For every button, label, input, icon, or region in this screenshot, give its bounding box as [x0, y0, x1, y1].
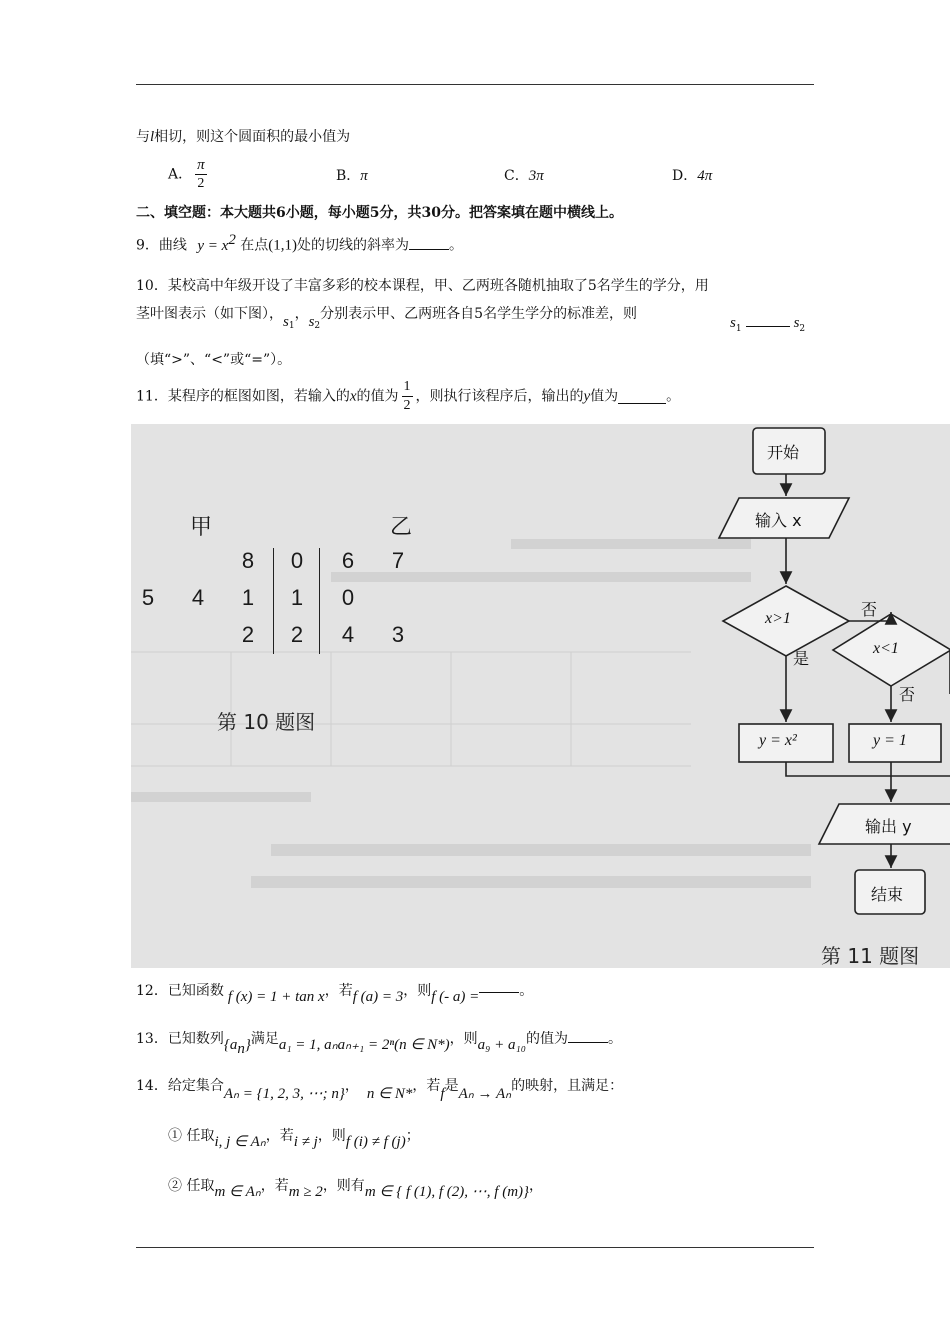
answer-blank [479, 978, 519, 993]
bottom-rule [136, 1247, 814, 1248]
stem-leaf-caption: 第 10 题图 [217, 710, 316, 734]
right-class-header: 乙 [389, 514, 412, 539]
question-10-line2: 茎叶图表示（如下图），$s_1$，$s_2$分别表示甲、乙两班各自5名学生学分的标准差，则 [136, 306, 638, 331]
question-10-line1: 10．某校高中年级开设了丰富多彩的校本课程，甲、乙两班各随机抽取了5名学生的学分，用 [136, 278, 709, 294]
answer-blank [746, 312, 790, 327]
question-10-line3: （填“>”、“<”或“=”）。 [136, 352, 292, 368]
flowchart-caption: 第 11 题图 [821, 944, 920, 968]
stem-cell: 1 [290, 585, 304, 610]
assign-1-label: y = x² [759, 732, 797, 749]
condition-1-label: x>1 [765, 610, 791, 627]
left-class-header: 甲 [189, 514, 212, 539]
figure-panel [131, 424, 950, 968]
leaf-cell: 6 [341, 548, 355, 573]
option-c: C．3π [504, 168, 544, 184]
question-9: 9．曲线 $y = x^2$ 在点(1,1)处的切线的斜率为 。 [136, 232, 464, 254]
yes-label: 是 [793, 649, 810, 668]
stem-cell: 0 [290, 548, 304, 573]
leaf-cell: 1 [241, 585, 255, 610]
answer-blank [618, 389, 666, 404]
leaf-cell: 3 [391, 622, 405, 647]
question-10-compare: $s_1$ $s_2$ [730, 312, 805, 339]
option-a: A． $\frac{\pi}{2}$ [168, 157, 205, 191]
option-b: B．π [336, 168, 368, 184]
start-label: 开始 [767, 443, 800, 462]
section-heading: 二、填空题：本大题共6小题，每小题5分，共30分。把答案填在题中横线上。 [136, 205, 623, 221]
question-14: 14．给定集合Aₙ = {1, 2, 3, ⋯; n}， n ∈ N*，若f是Aₙ → Aₙ的映射，且满足： [136, 1078, 624, 1102]
condition-2-label: x<1 [873, 640, 899, 657]
option-d: D．4π [672, 168, 713, 184]
question-14-condition-2: ② 任取m ∈ Aₙ，若m ≥ 2，则有m ∈ { f (1), f (2), ⋯, f (m)}， [168, 1178, 544, 1200]
question-8-tail: 与l相切，则这个圆面积的最小值为 [136, 129, 351, 145]
leaf-cell: 8 [241, 548, 255, 573]
leaf-cell: 4 [191, 585, 205, 610]
answer-blank [409, 235, 449, 250]
answer-blank [568, 1028, 608, 1043]
assign-2-label: y = 1 [873, 732, 907, 749]
leaf-cell: 4 [341, 622, 355, 647]
question-13: 13．已知数列$\{a_n\}$满足a₁ = 1, aₙaₙ₊₁ = 2ⁿ(n ∈ N*)，则a₉ + a₁₀的值为 。 [136, 1028, 622, 1053]
no-label-2: 否 [899, 685, 916, 704]
input-label: 输入 x [755, 511, 802, 530]
question-12: 12．已知函数 f (x) = 1 + tan x，若f (a) = 3，则f (- a) = 。 [136, 980, 533, 1001]
leaf-cell: 7 [391, 548, 405, 573]
question-14-condition-1: ① 任取i, j ∈ Aₙ，若i ≠ j，则f (i) ≠ f (j)； [168, 1128, 420, 1150]
flowchart [131, 424, 950, 968]
no-label-1: 否 [861, 600, 878, 619]
leaf-cell: 2 [241, 622, 255, 647]
question-11: 11．某程序的框图如图，若输入的x的值为 $\frac{1}{2}$ ，则执行该程序后，输出的y值为 。 [136, 379, 681, 413]
leaf-cell: 0 [341, 585, 355, 610]
end-label: 结束 [871, 885, 904, 904]
top-rule [136, 84, 814, 85]
output-label: 输出 y [865, 817, 912, 836]
leaf-cell: 5 [141, 585, 155, 610]
stem-cell: 2 [290, 622, 304, 647]
